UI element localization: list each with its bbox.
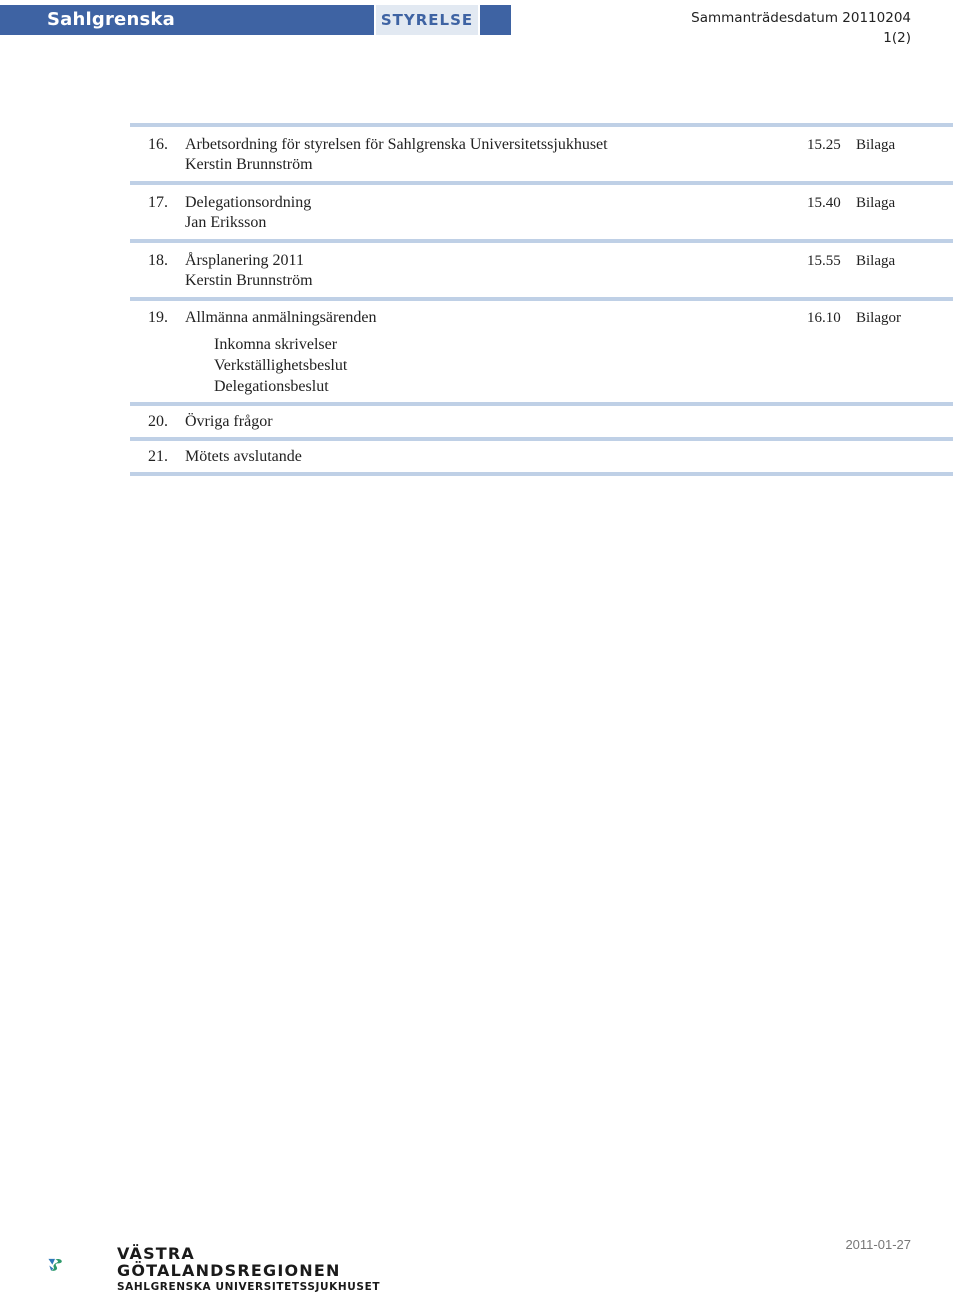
item-title: Årsplanering 2011 [185, 252, 304, 269]
agenda-rule [130, 472, 953, 476]
item-title: Allmänna anmälningsärenden [185, 309, 377, 326]
agenda-item-19 [130, 301, 953, 402]
item-attachment: Bilaga [856, 137, 896, 153]
agenda-item-20 [130, 406, 953, 437]
item-attachment: Bilagor [856, 310, 901, 326]
header-meta [691, 8, 911, 48]
item-number: 18. [148, 252, 168, 269]
item-attachment: Bilaga [856, 195, 896, 211]
subitem: Inkomna skrivelser [214, 336, 338, 353]
item-attachment: Bilaga [856, 253, 896, 269]
item-time: 15.25 [807, 137, 841, 153]
item-number: 21. [148, 448, 168, 465]
item-title: Arbetsordning för styrelsen för Sahlgrenska Universitetssjukhuset [185, 136, 608, 153]
logo-line-1: VÄSTRA [117, 1244, 196, 1263]
logo-line-3: SAHLGRENSKA UNIVERSITETSSJUKHUSET [117, 1281, 381, 1293]
item-title: Mötets avslutande [185, 448, 302, 465]
footer-date: 2011-01-27 [845, 1237, 911, 1252]
item-time: 15.40 [807, 195, 841, 211]
vgr-logo-icon [48, 1235, 118, 1295]
item-number: 20. [148, 413, 168, 430]
subitem-list [214, 334, 953, 397]
item-title: Övriga frågor [185, 413, 273, 430]
meeting-date: Sammanträdesdatum 20110204 [691, 10, 911, 26]
subitem: Delegationsbeslut [214, 378, 329, 395]
page-number: 1(2) [883, 30, 911, 46]
item-time: 16.10 [807, 310, 841, 326]
item-number: 17. [148, 194, 168, 211]
agenda-item-18 [130, 243, 953, 297]
item-presenter: Jan Eriksson [185, 214, 267, 231]
agenda-table [130, 123, 953, 476]
item-presenter: Kerstin Brunnström [185, 156, 313, 173]
item-number: 19. [148, 309, 168, 326]
agenda-item-21 [130, 441, 953, 472]
header-decor-square [480, 5, 511, 35]
item-number: 16. [148, 136, 168, 153]
agenda-item-17 [130, 185, 953, 239]
header-title: Sahlgrenska Universitetssjukhuset [0, 5, 374, 35]
header-section: STYRELSE [376, 5, 478, 35]
logo-line-2: GÖTALANDSREGIONEN [117, 1261, 341, 1280]
agenda-item-16 [130, 127, 953, 181]
subitem: Verkställighetsbeslut [214, 357, 348, 374]
item-presenter: Kerstin Brunnström [185, 272, 313, 289]
item-time: 15.55 [807, 253, 841, 269]
item-title: Delegationsordning [185, 194, 312, 211]
